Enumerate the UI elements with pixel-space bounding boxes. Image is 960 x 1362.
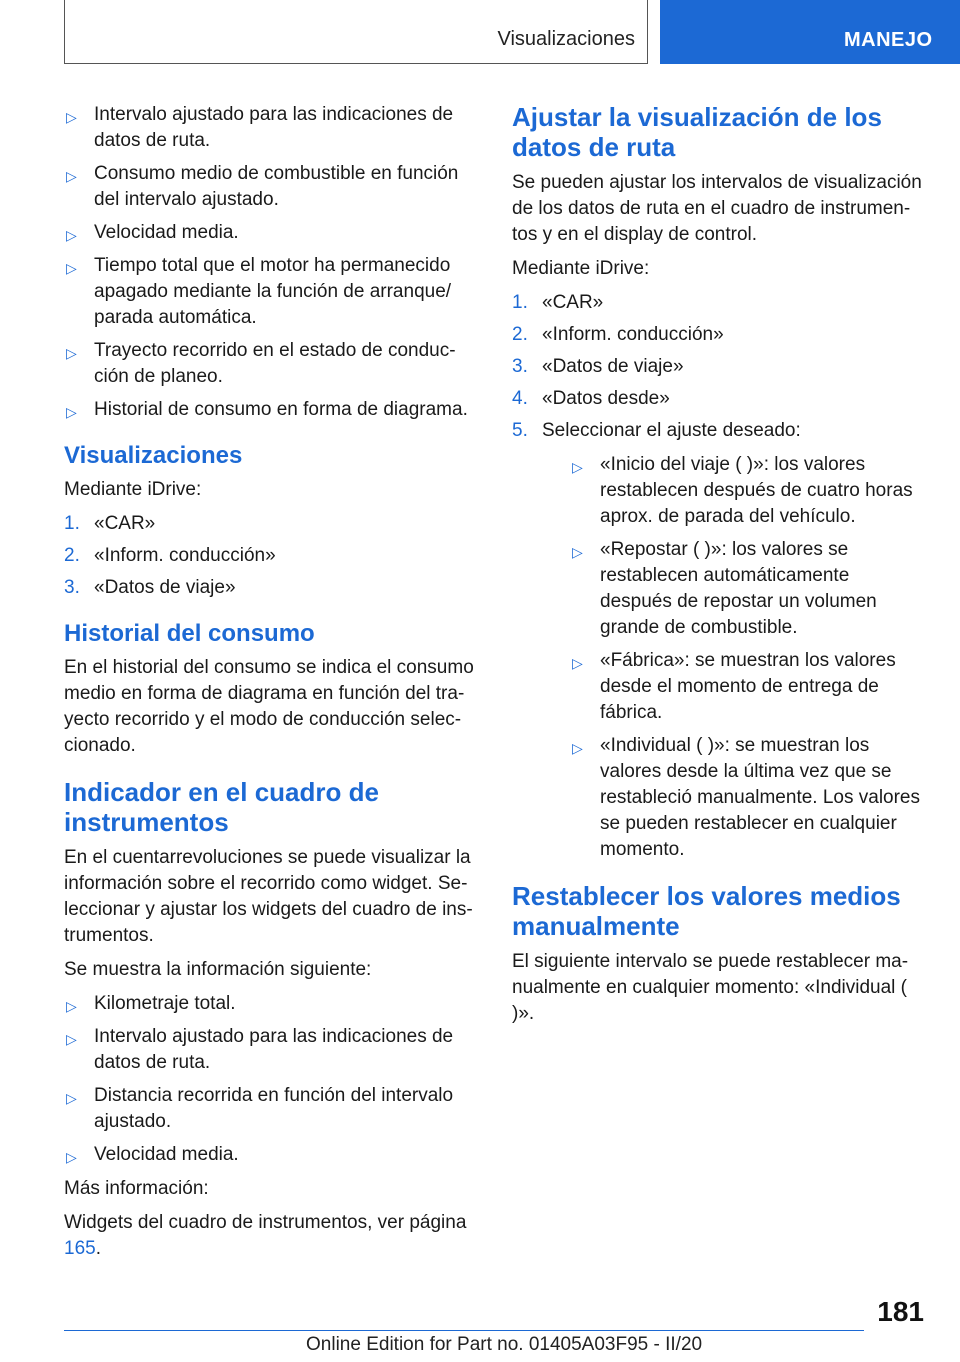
steps-list-2 [512,290,926,863]
list-item: ▷ Velocidad media. [64,220,476,246]
list-item: ▷ Distancia recorrida en función del intervalo ajustado. [66,1085,454,1132]
options-list [570,452,926,863]
heading-indicador: Indicador en el cuadro de instrumentos [64,777,379,837]
restablecer-text: El siguiente intervalo se puede restablecer manualmente en cualquier momento: «Individual ( )». [512,951,909,1024]
list-item: 2. «Inform. conducción» [64,545,276,566]
idrive-intro: Mediante iDrive: [64,479,202,500]
bullet-list-bottom [64,991,476,1168]
list-item: ▷ «Repostar ( )»: los valores se restablecen automáticamente después de repostar un volumen grande de combustible. [572,539,877,638]
chapter-tab-label: MANEJO [844,29,933,51]
right-column [512,102,926,1035]
list-item: ▷ Intervalo ajustado para las indicaciones de datos de ruta. [66,1026,454,1073]
bullet-triangle-icon: ▷ [66,168,77,184]
idrive-intro: Mediante iDrive: [512,258,650,279]
heading-ajustar: Ajustar la visualización de los datos de ruta [512,102,882,162]
heading-visualizaciones: Visualizaciones [64,442,243,469]
bullet-triangle-icon: ▷ [572,655,583,671]
bullet-triangle-icon: ▷ [66,1031,77,1047]
se-muestra-text: Se muestra la información siguiente: [64,959,372,980]
list-item: 1. «CAR» [512,292,604,313]
list-item: ▷ «Fábrica»: se muestran los valores desde el momento de entrega de fábrica. [572,650,896,723]
list-item: ▷ Trayecto recorrido en el estado de conducción de planeo. [66,340,456,387]
header-box [64,0,648,64]
heading-historial: Historial del consumo [64,620,315,647]
list-item: ▷ Velocidad media. [64,1142,476,1168]
page-number: 181 [877,1296,924,1327]
list-item: ▷ Intervalo ajustado para las indicaciones de datos de ruta. [66,104,454,151]
bullet-triangle-icon: ▷ [66,1090,77,1106]
bullet-list-top [64,102,476,423]
list-item: ▷ «Individual ( )»: se muestran los valores desde la última vez que se restableció manualmente. Los valores se pueden restablecer en cualquier momento. [572,735,921,860]
left-column [64,102,476,1270]
heading-restablecer: Restablecer los valores medios manualmente [512,881,901,941]
list-item: 1. «CAR» [64,513,156,534]
historial-text: En el historial del consumo se indica el consumo medio en forma de diagrama en función del trayecto recorrido y el modo de conducción seleccionado. [64,657,474,756]
steps-list-1 [64,511,476,601]
bullet-triangle-icon: ▷ [66,1149,77,1165]
list-item: 3. «Datos de viaje» [512,356,684,377]
chapter-tab [660,0,960,64]
bullet-triangle-icon: ▷ [572,740,583,756]
indicador-text: En el cuentarrevoluciones se puede visualizar la información sobre el recorrido como widget. Seleccionar y ajustar los widgets del cuadro de instrumentos. [64,847,473,946]
bullet-triangle-icon: ▷ [66,260,77,276]
section-title: Visualizaciones [497,28,635,50]
ajustar-text: Se pueden ajustar los intervalos de visualización de los datos de ruta en el cuadro de instrumentos y en el display de control. [512,172,922,245]
list-item: 5. Seleccionar el ajuste deseado: ▷ «Inicio del viaje ( )»: los valores restablecen después de cuatro horas aprox. de parada del vehículo. ▷ «Repostar ( )»: los valores se restablecen automáticamente después de repostar un volumen grande de combustible. ▷ «Fábrica»: se muestran los valores desde el momento de entrega de fábrica. ▷ «Individual ( )»: se muestran los valores desde la última vez que se restableció manualmente. Los valores se pueden restablecer en cualquier momento. [512,418,926,863]
list-item: 2. «Inform. conducción» [512,324,724,345]
list-item: ▷ «Inicio del viaje ( )»: los valores restablecen después de cuatro horas aprox. de parada del vehículo. [572,454,913,527]
bullet-triangle-icon: ▷ [572,544,583,560]
bullet-triangle-icon: ▷ [66,109,77,125]
list-item: 4. «Datos desde» [512,388,670,409]
bullet-triangle-icon: ▷ [66,227,77,243]
mas-info-label: Más información: [64,1178,209,1199]
page-reference-link[interactable]: 165 [64,1238,96,1259]
list-item: ▷ Kilometraje total. [64,991,476,1017]
list-item: ▷ Tiempo total que el motor ha permanecido apagado mediante la función de arranque/ parada automática. [66,255,452,328]
list-item: ▷ Consumo medio de combustible en función del intervalo ajustado. [66,163,459,210]
list-item: ▷ Historial de consumo en forma de diagrama. [64,397,476,423]
footer-edition: Online Edition for Part no. 01405A03F95 - II/20 [306,1334,703,1355]
widgets-reference: Widgets del cuadro de instrumentos, ver página 165. [64,1212,467,1259]
bullet-triangle-icon: ▷ [66,345,77,361]
footer-divider [64,1330,864,1331]
bullet-triangle-icon: ▷ [66,998,77,1014]
bullet-triangle-icon: ▷ [66,404,77,420]
list-item: 3. «Datos de viaje» [64,577,236,598]
bullet-triangle-icon: ▷ [572,459,583,475]
